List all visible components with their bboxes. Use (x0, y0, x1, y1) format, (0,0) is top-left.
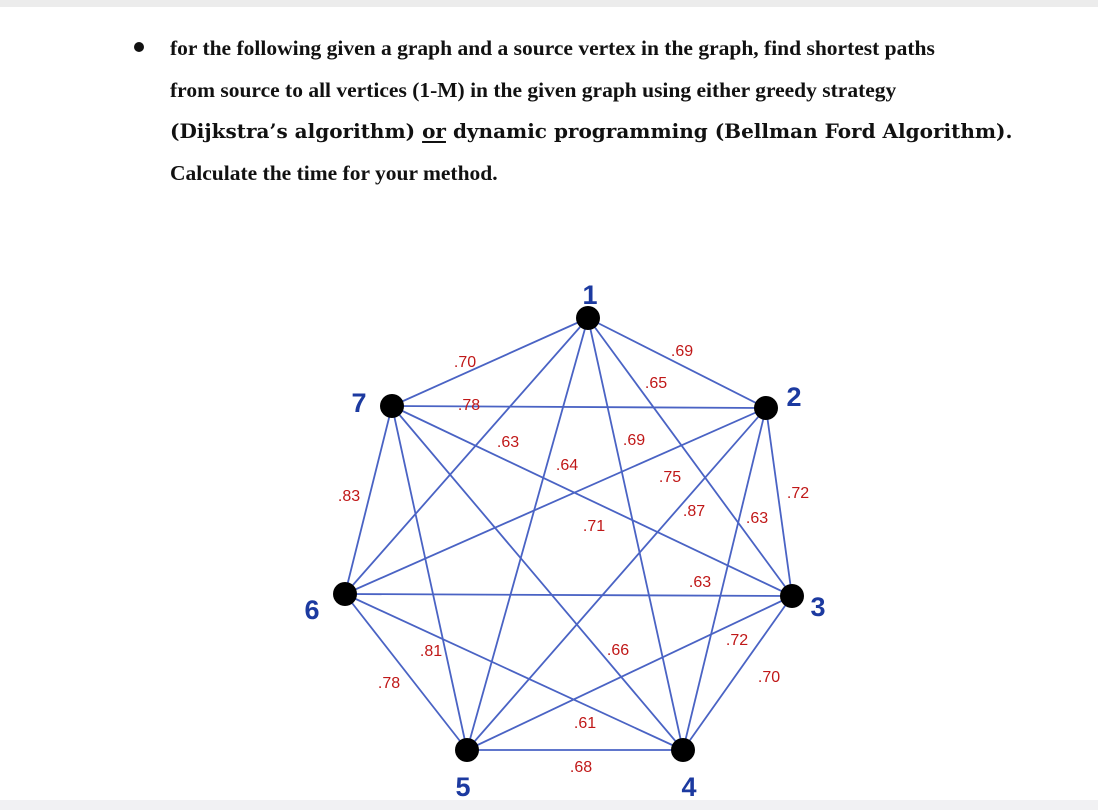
edge-weight-1-4: .69 (622, 432, 646, 450)
vertex-3 (780, 584, 804, 608)
edge-weight-7-4: .66 (606, 642, 630, 660)
edge-weight-7-2: .78 (457, 397, 481, 415)
vertex-2 (754, 396, 778, 420)
vertex-label-2: 2 (786, 382, 802, 413)
vertex-label-4: 4 (681, 772, 697, 803)
edge-weight-1-2: .69 (670, 343, 694, 361)
or-underlined-text: or (422, 119, 446, 143)
edge-weight-6-4: .61 (573, 715, 597, 733)
edge-7-5 (392, 406, 467, 750)
edge-6-5 (345, 594, 467, 750)
edge-weight-3-4: .70 (757, 669, 781, 687)
edge-1-2 (588, 318, 766, 408)
edge-weight-1-7: .70 (453, 354, 477, 372)
edge-weight-1-5: .64 (555, 457, 579, 475)
edge-weight-6-3: .63 (688, 574, 712, 592)
edge-weight-1-3: .65 (644, 375, 668, 393)
edge-weight-6-5: .78 (377, 675, 401, 693)
edge-weight-2-6: .75 (658, 469, 682, 487)
bellman-ford-text: dynamic programming (Bellman Ford Algorithm). (452, 119, 1013, 143)
edge-weight-2-5: .87 (682, 503, 706, 521)
question-line-2: from source to all vertices (1-M) in the given graph using either greedy strategy (170, 77, 897, 102)
edge-1-7 (392, 318, 588, 406)
edge-weight-5-4: .68 (569, 759, 593, 777)
vertex-label-7: 7 (351, 388, 367, 419)
dijkstra-text: (Dijkstra’s algorithm) (170, 119, 416, 143)
vertex-label-5: 5 (455, 772, 471, 803)
question-line-4: Calculate the time for your method. (170, 160, 498, 185)
edge-weight-1-6: .63 (496, 434, 520, 452)
vertex-label-3: 3 (810, 592, 826, 623)
edge-7-3 (392, 406, 792, 596)
edge-weight-7-5: .81 (419, 643, 443, 661)
edge-6-3 (345, 594, 792, 596)
edge-7-2 (392, 406, 766, 408)
vertex-label-1: 1 (582, 280, 598, 311)
edge-weight-7-6: .83 (337, 488, 361, 506)
edge-weight-2-4: .63 (745, 510, 769, 528)
edge-weight-3-5: .72 (725, 632, 749, 650)
edge-7-4 (392, 406, 683, 750)
vertex-6 (333, 582, 357, 606)
question-line-1: for the following given a graph and a source vertex in the graph, find shortest paths (170, 36, 935, 60)
vertex-5 (455, 738, 479, 762)
vertex-label-6: 6 (304, 595, 320, 626)
edge-1-5 (467, 318, 588, 750)
vertex-4 (671, 738, 695, 762)
vertex-7 (380, 394, 404, 418)
edge-weight-2-3: .72 (786, 485, 810, 503)
edge-weight-7-3: .71 (582, 518, 606, 536)
